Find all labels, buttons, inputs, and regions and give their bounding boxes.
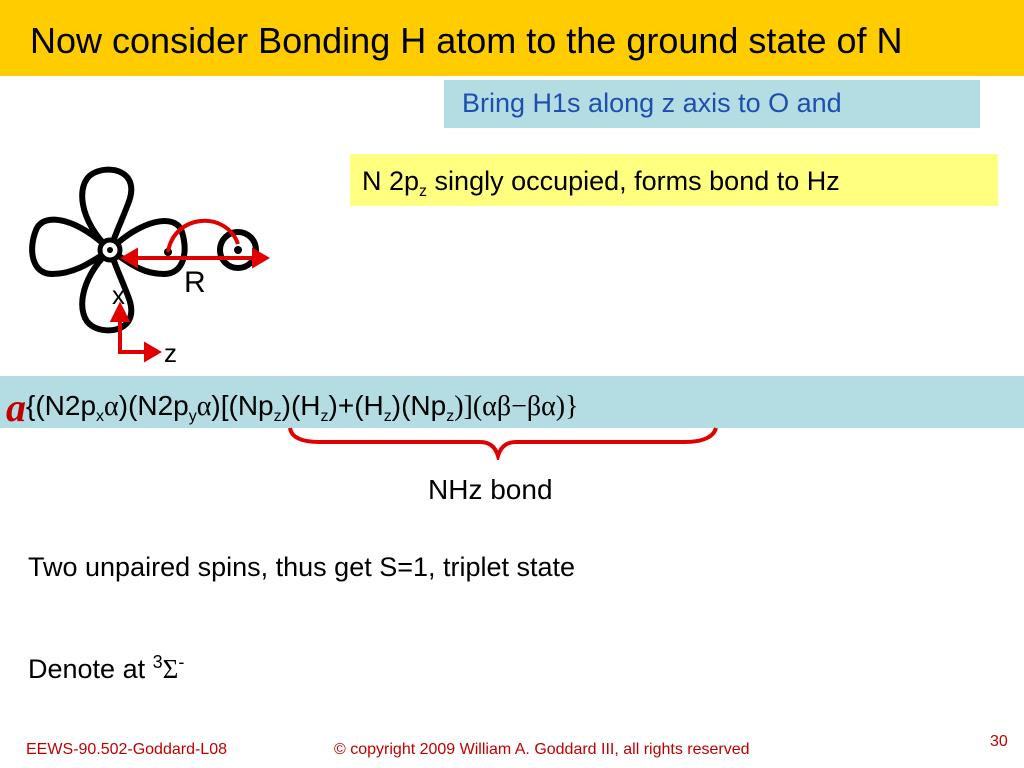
callout-text-yellow [362, 166, 840, 201]
distance-arrow-icon [124, 251, 266, 265]
body-text-spins: Two unpaired spins, thus get S=1, triplet state [28, 552, 576, 582]
wf-spin: α [104, 391, 119, 422]
wf-sub: z [383, 408, 392, 425]
wf-sub: y [188, 408, 197, 425]
wf-sub: z [320, 408, 329, 425]
wf-part: )(Np [391, 390, 447, 421]
brace-label: NHz bond [428, 474, 553, 505]
orbital-diagram [0, 80, 300, 380]
wf-sub: z [446, 408, 455, 425]
wf-spin: α [196, 391, 212, 422]
wf-part: )[(Np [211, 390, 274, 421]
antisymmetrizer-symbol: a [6, 385, 26, 430]
wf-part: )(H [281, 390, 321, 421]
callout-suffix: singly occupied, forms bond to Hz [427, 166, 840, 196]
bond-brace-icon [280, 420, 730, 460]
wf-part: )+(H [328, 390, 384, 421]
denote-superscript: 3 [152, 652, 163, 672]
nucleus-n-dot [107, 247, 113, 253]
axis-icon [113, 306, 158, 359]
h-electron-dot-icon [234, 246, 242, 254]
wf-sub: x [96, 408, 105, 425]
axis-label-x: x [112, 280, 125, 310]
wf-part: )(N2p [118, 390, 189, 421]
denote-prefix: Denote at [28, 654, 153, 684]
callout-text-cyan: Bring H1s along z axis to O and [462, 88, 842, 118]
page-number: 30 [990, 733, 1008, 750]
callout-prefix: N 2p [362, 166, 420, 196]
slide-title: Now consider Bonding H atom to the ground state of N [30, 20, 903, 61]
footer-copyright: © copyright 2009 William A. Goddard III, all rights reserved [334, 741, 750, 758]
distance-label: R [184, 266, 206, 299]
wf-sub: z [273, 408, 282, 425]
footer-course-id: EEWS-90.502-Goddard-L08 [26, 741, 227, 758]
denote-sigma: Σ [162, 654, 179, 684]
axis-label-z: z [164, 338, 177, 368]
wf-part: {(N2p [26, 390, 97, 421]
callout-subscript: z [419, 183, 428, 200]
denote-superscript-minus: - [178, 652, 185, 672]
wf-spin-part: )](αβ−βα)} [454, 391, 579, 422]
body-text-denote [28, 652, 184, 685]
